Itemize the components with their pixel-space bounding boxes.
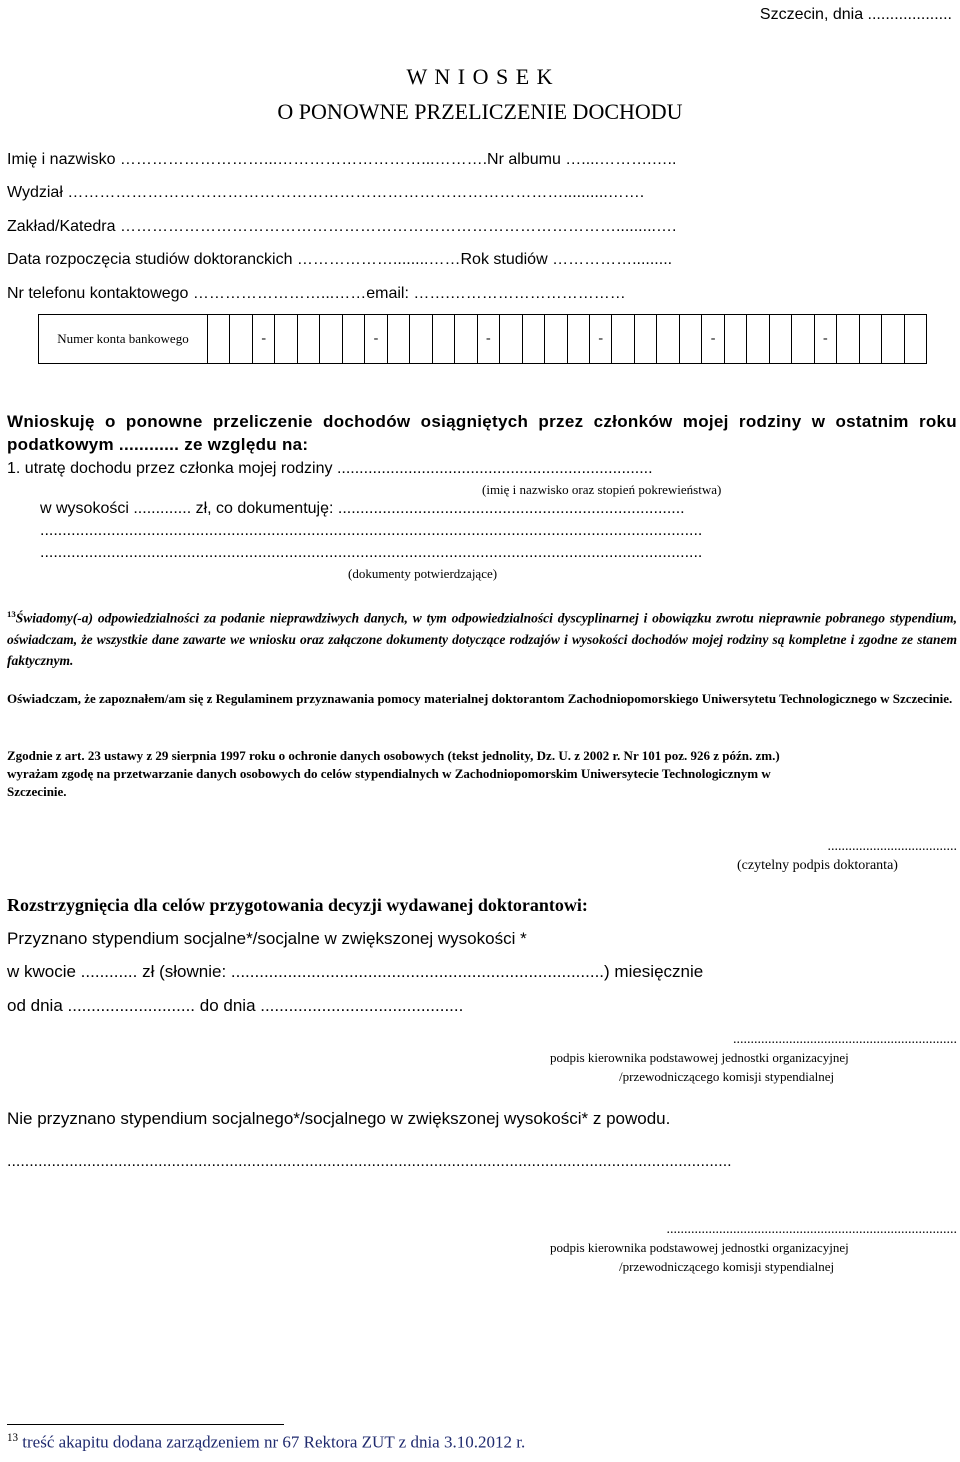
bank-account-grid[interactable] [38, 314, 927, 364]
commission-signature-label-1: /przewodniczącego komisji stypendialnej [619, 1069, 835, 1084]
account-cell[interactable]: - [590, 315, 612, 363]
account-cell[interactable] [792, 315, 814, 363]
account-cell[interactable] [410, 315, 432, 363]
footnote-text: treść akapitu dodana zarządzeniem nr 67 Rektora ZUT z dnia 3.10.2012 r. [18, 1432, 526, 1452]
head-signature-label-1: podpis kierownika podstawowej jednostki organizacyjnej [550, 1050, 849, 1065]
account-cell[interactable] [680, 315, 702, 363]
gdpr-line-1: Zgodnie z art. 23 ustawy z 29 sierpnia 1997 roku o ochronie danych osobowych (tekst jednolity, Dz. U. z 2002 r. Nr 101 poz. 926 z późn. zm.) [7, 748, 780, 763]
account-cell[interactable] [725, 315, 747, 363]
documents-dots-2[interactable]: ..................................................................................................................................................... [40, 544, 703, 561]
account-cell[interactable]: - [815, 315, 837, 363]
head-signature-label-2: podpis kierownika podstawowej jednostki organizacyjnej [550, 1240, 849, 1255]
account-cell[interactable] [523, 315, 545, 363]
account-cell[interactable] [275, 315, 297, 363]
amount-line[interactable]: w wysokości ............. zł, co dokumentuję: .............................................................................. [40, 500, 685, 517]
account-cell[interactable] [837, 315, 859, 363]
account-cell[interactable] [455, 315, 477, 363]
student-signature-label: (czytelny podpis doktoranta) [737, 858, 898, 873]
commission-signature-label-2: /przewodniczącego komisji stypendialnej [619, 1259, 835, 1274]
regulations-declaration: Oświadczam, że zapoznałem/am się z Regulaminem przyznawania pomocy materialnej doktorantom Zachodniopomorskiego Uniwersytetu Technologicznego w Szczecinie. [7, 691, 953, 706]
relation-hint: (imię i nazwisko oraz stopień pokrewieństwa) [482, 482, 722, 497]
account-cell[interactable] [208, 315, 230, 363]
footnote-number: 13 [7, 1432, 19, 1444]
account-cell[interactable] [568, 315, 590, 363]
account-cell[interactable] [343, 315, 365, 363]
account-cell[interactable] [230, 315, 252, 363]
account-cell[interactable] [612, 315, 634, 363]
request-text: Wnioskuję o ponowne przeliczenie dochodów osiągniętych przez członków mojej rodziny w ostatnim roku podatkowym ............ ze względu na: [7, 412, 957, 454]
department-line[interactable]: Zakład/Katedra ………………………………………………………………………………….........…. [7, 218, 677, 235]
granted-period-line[interactable]: od dnia ........................... do dnia ........................................... [7, 996, 464, 1015]
title-wniosek: W N I O S E K [406, 64, 554, 89]
phone-email-line[interactable]: Nr telefonu kontaktowego ……………………...……email: …….…………………………… [7, 285, 626, 302]
account-cell[interactable] [388, 315, 410, 363]
head-signature-dots-1[interactable]: ................................................................ [733, 1032, 957, 1047]
account-cell[interactable] [770, 315, 792, 363]
account-cell[interactable] [298, 315, 320, 363]
study-start-line[interactable]: Data rozpoczęcia studiów doktoranckich ………………........……Rok studiów ……………......... [7, 251, 673, 268]
gdpr-line-2: wyrażam zgodę na przetwarzanie danych osobowych do celów stypendialnych w Zachodniopomorskim Uniwersytecie Technologicznym w [7, 766, 771, 781]
name-album-line[interactable]: Imię i nazwisko ………………………...………………………...……….Nr albumu …....……….….. [7, 151, 677, 168]
refused-line: Nie przyznano stypendium socjalnego*/socjalnego w zwiększonej wysokości* z powodu. [7, 1109, 671, 1128]
faculty-line[interactable]: Wydział …………………………………………………………………………………..........……. [7, 184, 645, 201]
head-signature-dots-2[interactable]: ................................................................................... [666, 1222, 957, 1237]
granted-line: Przyznano stypendium socjalne*/socjalne w zwiększonej wysokości * [7, 929, 527, 948]
documents-dots-1[interactable]: ..................................................................................................................................................... [40, 522, 703, 539]
account-cell[interactable]: - [478, 315, 500, 363]
account-cell[interactable] [905, 315, 926, 363]
granted-amount-line[interactable]: w kwocie ............ zł (słownie: ...............................................................................) miesięcznie [7, 962, 704, 981]
student-signature-dots[interactable]: ..................................... [827, 839, 957, 854]
account-cell[interactable]: - [253, 315, 275, 363]
documents-hint: (dokumenty potwierdzające) [348, 566, 498, 581]
account-cell[interactable] [433, 315, 455, 363]
bank-account-label: Numer konta bankowego [39, 315, 208, 363]
footnote-separator [7, 1424, 284, 1425]
account-cell[interactable] [500, 315, 522, 363]
account-cell[interactable] [860, 315, 882, 363]
account-cell[interactable] [545, 315, 567, 363]
decision-heading: Rozstrzygnięcia dla celów przygotowania decyzji wydawanej doktorantowi: [7, 895, 588, 915]
account-cell[interactable] [320, 315, 342, 363]
account-cell[interactable] [882, 315, 904, 363]
footnote-ref: 13 [7, 609, 16, 619]
gdpr-line-3: Szczecinie. [7, 784, 67, 799]
account-cell[interactable] [747, 315, 769, 363]
title-subtitle: O PONOWNE PRZELICZENIE DOCHODU [277, 99, 683, 124]
footnote [7, 1432, 525, 1453]
responsibility-declaration [7, 604, 957, 671]
responsibility-text: Świadomy(-a) odpowiedzialności za podanie nieprawdziwych danych, w tym odpowiedzialności dyscyplinarnej i obowiązku zwrotu nieprawnie pobranego stypendium, oświadczam, że wszystkie dane zawarte we wniosku oraz załączone dokumenty dotyczące rodzajów i wysokości dochodów mojej rodziny są kompletne i zgodne ze stanem faktycznym. [7, 610, 957, 668]
account-cell[interactable] [635, 315, 657, 363]
account-cell[interactable]: - [365, 315, 387, 363]
account-cell[interactable] [657, 315, 679, 363]
account-cell[interactable]: - [702, 315, 724, 363]
income-loss-item[interactable]: 1. utratę dochodu przez członka mojej rodziny ....................................................................... [7, 460, 653, 477]
place-date: Szczecin, dnia ................... [759, 6, 952, 23]
refused-reason-dots[interactable]: ................................................................................................................................................................... [7, 1153, 732, 1170]
